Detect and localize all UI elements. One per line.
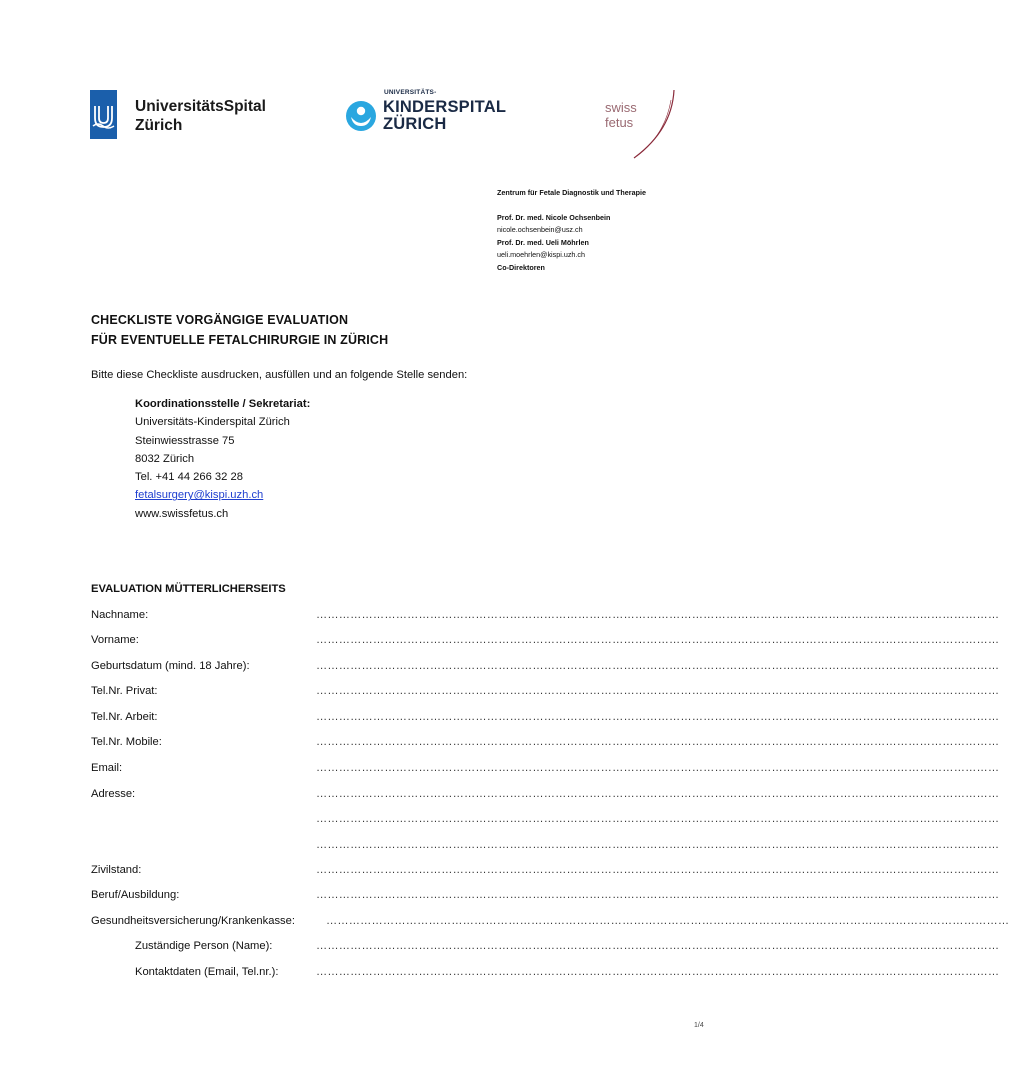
section-heading: EVALUATION MÜTTERLICHERSEITS bbox=[91, 583, 286, 595]
title-line2: FÜR EVENTUELLE FETALCHIRURGIE IN ZÜRICH bbox=[91, 333, 389, 347]
field-label: Beruf/Ausbildung: bbox=[91, 889, 180, 901]
fill-line[interactable]: ……………………………………………………………………………………………………………………………………………………………… bbox=[316, 711, 1000, 723]
swissfetus-text bbox=[605, 100, 637, 130]
kispi-name bbox=[383, 99, 506, 133]
kispi-line2: ZÜRICH bbox=[383, 115, 447, 133]
address-heading: Koordinationsstelle / Sekretariat: bbox=[135, 398, 311, 410]
director-2: Prof. Dr. med. Ueli Möhrlen bbox=[497, 237, 589, 247]
director-1: Prof. Dr. med. Nicole Ochsenbein bbox=[497, 212, 611, 222]
kispi-small-text: UNIVERSITÄTS- bbox=[384, 89, 437, 96]
usz-logo-icon bbox=[90, 90, 117, 139]
address-city: 8032 Zürich bbox=[135, 452, 195, 465]
address-web: www.swissfetus.ch bbox=[135, 507, 229, 520]
fill-line[interactable]: ……………………………………………………………………………………………………………………………………………………………… bbox=[316, 609, 1000, 621]
fill-line[interactable]: ……………………………………………………………………………………………………………………………………………………………… bbox=[316, 966, 1000, 978]
director-2-email: ueli.moehrlen@kispi.uzh.ch bbox=[497, 250, 585, 259]
fill-line[interactable]: ……………………………………………………………………………………………………………………………………………………………… bbox=[316, 813, 1000, 825]
address-street: Steinwiesstrasse 75 bbox=[135, 434, 235, 447]
address-org: Universitäts-Kinderspital Zürich bbox=[135, 416, 290, 429]
swissfetus-line1: swiss bbox=[605, 100, 637, 115]
usz-line1: UniversitätsSpital bbox=[135, 98, 266, 115]
field-label: Gesundheitsversicherung/Krankenkasse: bbox=[91, 915, 295, 927]
page-title bbox=[91, 310, 388, 350]
field-label: Email: bbox=[91, 762, 123, 774]
kispi-logo bbox=[345, 88, 515, 138]
field-label: Tel.Nr. Arbeit: bbox=[91, 711, 158, 723]
fill-line[interactable]: ……………………………………………………………………………………………………………………………………………………………… bbox=[316, 634, 1000, 646]
director-role: Co-Direktoren bbox=[497, 262, 545, 272]
usz-logo-text bbox=[135, 97, 266, 135]
fill-line[interactable]: ……………………………………………………………………………………………………………………………………………………………… bbox=[316, 736, 1000, 748]
fill-line[interactable]: ……………………………………………………………………………………………………………………………………………………………… bbox=[316, 788, 1000, 800]
fill-line[interactable]: ……………………………………………………………………………………………………………………………………………………………… bbox=[326, 915, 1009, 927]
field-label: Tel.Nr. Privat: bbox=[91, 685, 158, 697]
address-block bbox=[135, 395, 310, 523]
fill-line[interactable]: ……………………………………………………………………………………………………………………………………………………………… bbox=[316, 660, 1000, 672]
kispi-logo-icon bbox=[345, 100, 377, 132]
fill-line[interactable]: ……………………………………………………………………………………………………………………………………………………………… bbox=[316, 839, 1000, 851]
field-label: Kontaktdaten (Email, Tel.nr.): bbox=[135, 966, 279, 978]
field-label: Zivilstand: bbox=[91, 864, 142, 876]
address-phone: Tel. +41 44 266 32 28 bbox=[135, 471, 243, 484]
fill-line[interactable]: ……………………………………………………………………………………………………………………………………………………………… bbox=[316, 685, 1000, 697]
fill-line[interactable]: ……………………………………………………………………………………………………………………………………………………………… bbox=[316, 889, 1000, 901]
director-1-email: nicole.ochsenbein@usz.ch bbox=[497, 225, 583, 234]
field-label: Tel.Nr. Mobile: bbox=[91, 736, 162, 748]
usz-logo bbox=[90, 90, 290, 140]
field-label: Nachname: bbox=[91, 609, 149, 621]
kispi-line1: KINDERSPITAL bbox=[383, 98, 507, 116]
swissfetus-logo bbox=[598, 88, 678, 160]
address-email-link[interactable]: fetalsurgery@kispi.uzh.ch bbox=[135, 489, 264, 502]
title-line1: CHECKLISTE VORGÄNGIGE EVALUATION bbox=[91, 313, 349, 327]
fill-line[interactable]: ……………………………………………………………………………………………………………………………………………………………… bbox=[316, 864, 1000, 876]
center-info bbox=[497, 187, 717, 274]
field-label: Zuständige Person (Name): bbox=[135, 940, 273, 952]
intro-text: Bitte diese Checkliste ausdrucken, ausfüllen und an folgende Stelle senden: bbox=[91, 369, 468, 381]
page-number: 1/4 bbox=[694, 1022, 704, 1029]
swissfetus-line2: fetus bbox=[605, 115, 634, 130]
center-name: Zentrum für Fetale Diagnostik und Therapie bbox=[497, 188, 646, 197]
fill-line[interactable]: ……………………………………………………………………………………………………………………………………………………………… bbox=[316, 940, 1000, 952]
fill-line[interactable]: ……………………………………………………………………………………………………………………………………………………………… bbox=[316, 762, 1000, 774]
usz-line2: Zürich bbox=[135, 117, 183, 134]
field-label: Adresse: bbox=[91, 788, 136, 800]
field-label: Geburtsdatum (mind. 18 Jahre): bbox=[91, 660, 250, 672]
field-label: Vorname: bbox=[91, 634, 139, 646]
